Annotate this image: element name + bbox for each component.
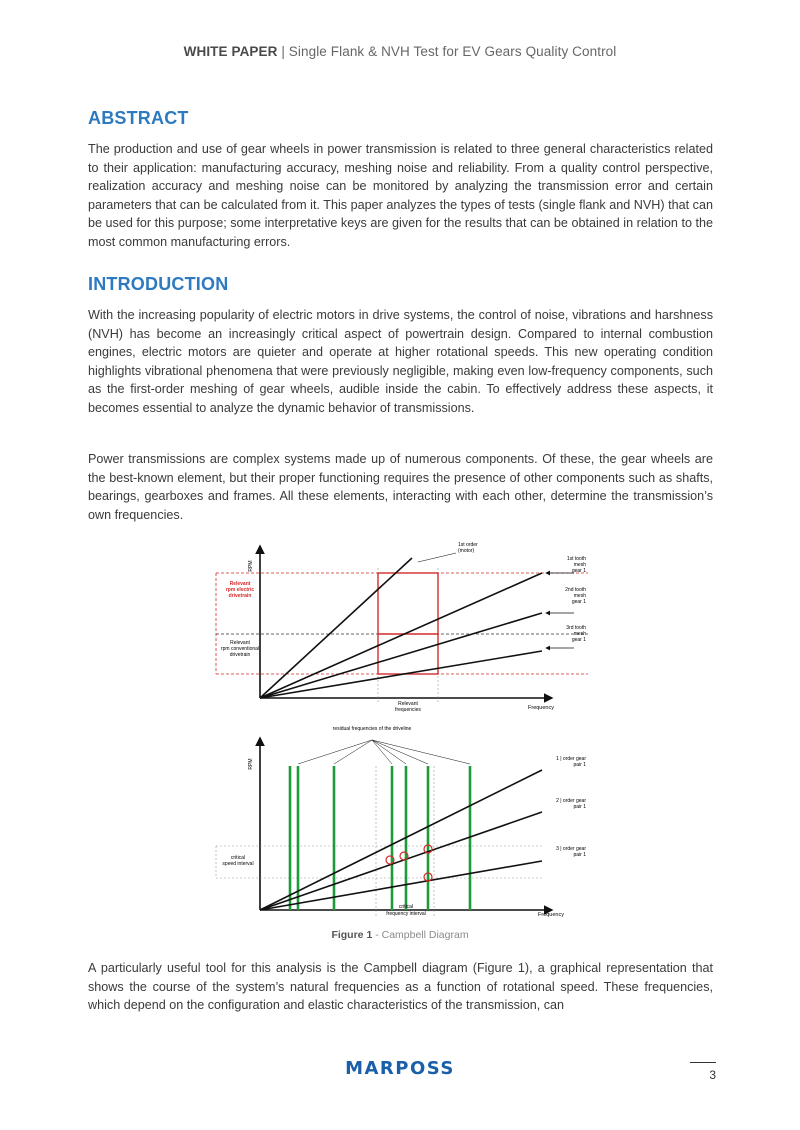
figure-caption [0, 929, 800, 941]
intro-paragraph-1: With the increasing popularity of electric motors in drive systems, the control of noise, vibrations and harshness (NVH) has become an increasingly critical aspect of powertrain design. Compared to internal combustion engines, electric motors are quieter and operate at higher rotational speeds. This new operating condition highlights vibrational phenomena that were previously negligible, making even low-frequency components, such as the first-order meshing of gear wheels, audible inside the cabin. To effectively address these aspects, it becomes essential to analyze the dynamic behavior of transmissions. [88, 308, 713, 415]
intro-paragraph-2: Power transmissions are complex systems made up of numerous components. Of these, the gear wheels are the best-known element, but their proper functioning requires the presence of other components such as shafts, bearings, gearboxes and frames. All these elements, interacting with each other, determine the transmission’s own frequencies. [88, 452, 713, 522]
line-label-3a: 3rd tooth [566, 625, 586, 631]
order-label-1a: 1 | order gear [556, 756, 586, 762]
line-label-1b: mesh [573, 562, 586, 568]
abstract-paragraph: The production and use of gear wheels in power transmission is related to three general characteristics related to their application: manufacturing accuracy, meshing noise and reliability. From a quality control perspective, realization accuracy and meshing noise can be monitored by analyzing the transmission error and certain parameters that can be calculated from it. This paper analyzes the types of tests (single flank and NVH) that can be used for this purpose; some interpretative keys are given for the results that can be obtained in relation to the most common manufacturing errors. [88, 142, 713, 249]
figure-caption-text: - Campbell Diagram [372, 929, 469, 941]
conv-label-3: drivetrain [229, 652, 251, 658]
order-label-2a: 2 | order gear [556, 798, 586, 804]
leader-6 [372, 740, 470, 764]
order-line-3 [260, 861, 542, 910]
line-label-3c: gear 1 [571, 637, 586, 643]
campbell-diagram-figure [212, 538, 592, 920]
page-number: 3 [709, 1068, 716, 1082]
introduction-heading: INTRODUCTION [88, 274, 229, 294]
campbell-diagram [212, 538, 592, 920]
motor-callout-1: 1st order [458, 542, 478, 548]
leader-5 [372, 740, 428, 764]
order-label-3a: 3 | order gear [556, 846, 586, 852]
leader-1 [298, 740, 372, 764]
order-label-3b: pair 1 [573, 852, 586, 858]
tooth-mesh-line-1 [260, 573, 542, 698]
line-label-2c: gear 1 [571, 599, 586, 605]
crit-freq-label-1: critical [398, 904, 414, 910]
conv-label-1: Relevant [230, 640, 250, 646]
relevant-freq-label-2: frequencies [395, 707, 421, 713]
intro-paragraph-3: A particularly useful tool for this analysis is the Campbell diagram (Figure 1), a graphical representation that shows the course of the system’s natural frequencies as a function of rotational speed. These frequencies, which depend on the configuration and elastic characteristics of the transmission, can [88, 961, 713, 1013]
line-label-1a: 1st tooth [566, 556, 586, 562]
crit-speed-label-1: critical [230, 855, 246, 861]
relevant-freq-label-1: Relevant [398, 701, 418, 707]
residual-frequencies-title: residual frequencies of the driveline [332, 726, 412, 732]
line-label-1c: gear 1 [571, 568, 586, 574]
order-line-1 [260, 770, 542, 910]
order-line-2 [260, 812, 542, 910]
ev-label-1: Relevant [229, 581, 251, 587]
line-label-2b: mesh [573, 593, 586, 599]
top-diagram [216, 542, 588, 713]
leader-2 [334, 740, 372, 764]
header-label: WHITE PAPER [183, 44, 278, 59]
top-y-axis-label: RPM [248, 560, 254, 572]
bottom-diagram [216, 726, 586, 918]
page-number-rule [690, 1062, 716, 1063]
bottom-x-axis-label: Frequency [538, 912, 564, 918]
marposs-logo: MARPOSS [345, 1058, 455, 1079]
crit-speed-label-2: speed interval [222, 861, 254, 867]
motor-callout-leader [418, 553, 456, 562]
page-header [0, 44, 800, 59]
bottom-y-axis-label: RPM [248, 758, 254, 770]
line-label-3b: mesh [573, 631, 586, 637]
ev-label-3: drivetrain [228, 593, 252, 599]
header-title: | Single Flank & NVH Test for EV Gears Quality Control [277, 44, 617, 59]
order-label-1b: pair 1 [573, 762, 586, 768]
conv-label-2: rpm conventional [220, 646, 260, 652]
crit-freq-label-2: frequency interval [386, 911, 426, 917]
abstract-heading: ABSTRACT [88, 108, 189, 128]
order-label-2b: pair 1 [573, 804, 586, 810]
line-label-2a: 2nd tooth [565, 587, 586, 593]
figure-caption-number: Figure 1 [331, 929, 373, 941]
motor-callout-2: (motor) [458, 548, 475, 554]
top-x-axis-label: Frequency [528, 705, 554, 711]
tooth-mesh-line-2 [260, 613, 542, 698]
ev-label-2: rpm electric [225, 587, 255, 593]
